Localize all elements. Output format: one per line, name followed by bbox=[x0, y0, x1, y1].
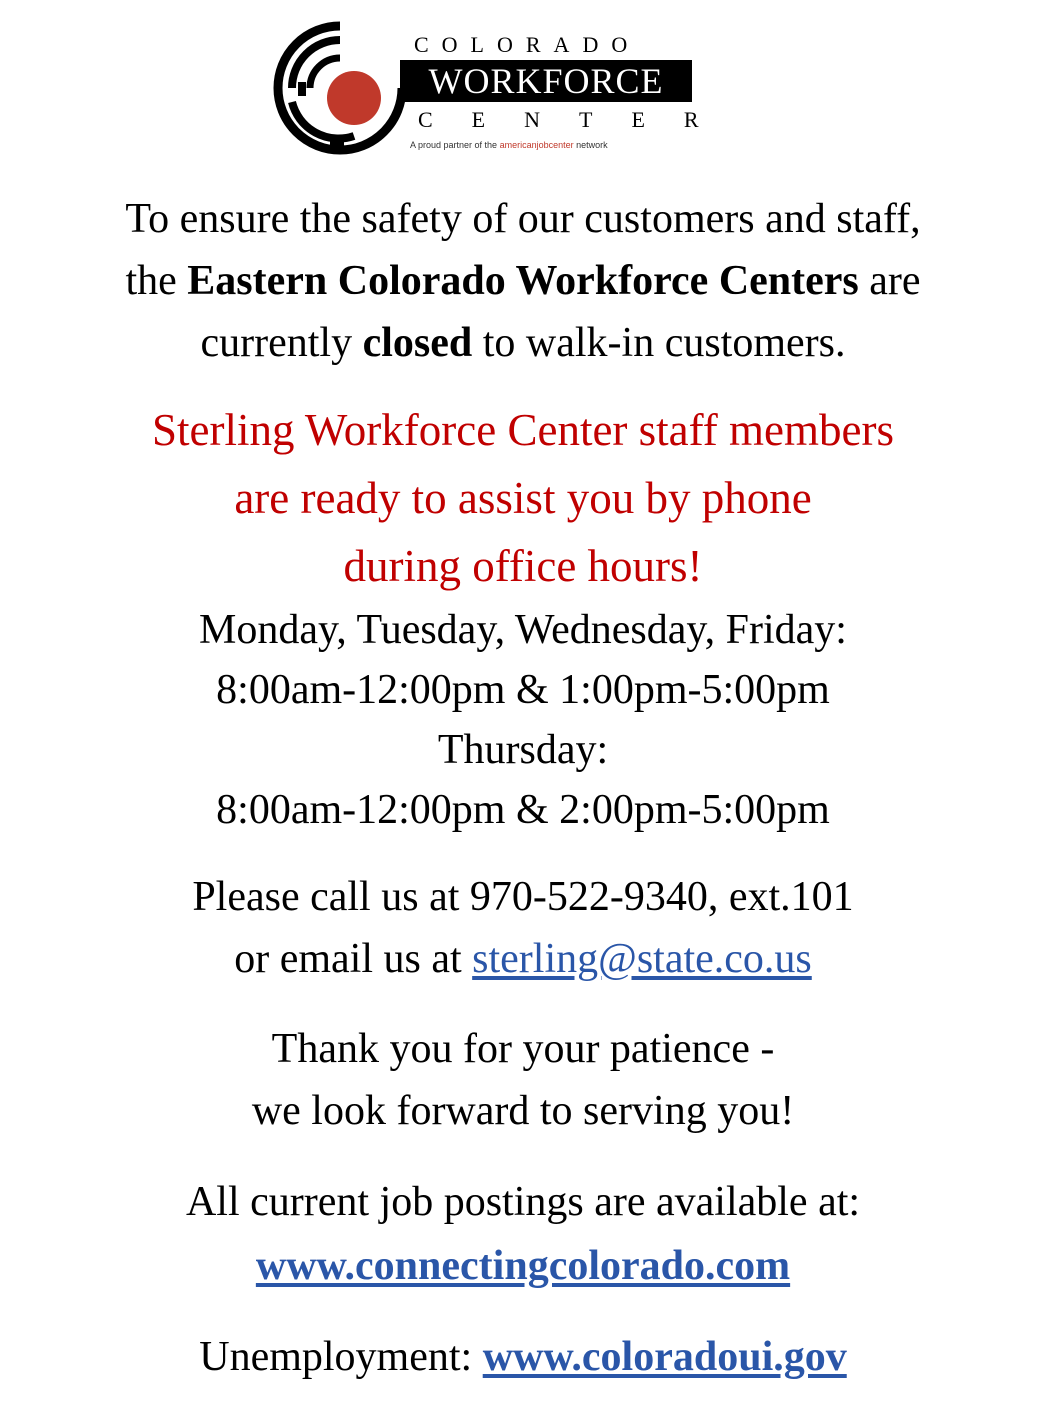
thank-you-message: Thank you for your patience - we look forward to serving you! bbox=[251, 1026, 795, 1134]
notice-line-2: the Eastern Colorado Workforce Centers are bbox=[125, 258, 921, 304]
closed-word: closed bbox=[362, 320, 473, 366]
logo-colorado-text: COLORADO bbox=[414, 32, 641, 57]
centers-name: Eastern Colorado Workforce Centers bbox=[187, 258, 859, 304]
notice-line-1: To ensure the safety of our customers and staff, bbox=[125, 196, 921, 242]
phone-assistance-announcement: Sterling Workforce Center staff members are ready to assist you by phone during office hours! bbox=[152, 405, 894, 591]
logo-tagline: A proud partner of the americanjobcenter network bbox=[410, 140, 608, 150]
phone-line: Please call us at 970-522-9340, ext.101 bbox=[192, 874, 854, 920]
hours-days-2: Thursday: bbox=[437, 727, 609, 773]
coloradoui-link[interactable]: www.coloradoui.gov bbox=[482, 1334, 847, 1380]
hours-days-1: Monday, Tuesday, Wednesday, Friday: bbox=[199, 607, 847, 653]
unemployment-label: Unemployment: bbox=[199, 1334, 473, 1380]
closure-notice bbox=[0, 188, 1046, 374]
colorado-workforce-center-logo bbox=[270, 18, 738, 168]
hours-times-2: 8:00am-12:00pm & 2:00pm-5:00pm bbox=[216, 787, 830, 833]
contact-info bbox=[0, 866, 1046, 990]
job-postings bbox=[0, 1170, 1046, 1298]
logo-workforce-text: WORKFORCE bbox=[400, 60, 692, 102]
logo-center-text: CENTER bbox=[418, 107, 738, 132]
job-postings-label: All current job postings are available at: bbox=[185, 1179, 861, 1225]
email-line: or email us at sterling@state.co.us bbox=[234, 936, 812, 982]
connecting-colorado-link[interactable]: www.connectingcolorado.com bbox=[255, 1243, 791, 1289]
logo-emblem-icon bbox=[270, 18, 410, 168]
unemployment-info bbox=[0, 1327, 1046, 1387]
email-link[interactable]: sterling@state.co.us bbox=[472, 936, 812, 982]
hours-times-1: 8:00am-12:00pm & 1:00pm-5:00pm bbox=[216, 667, 830, 713]
notice-line-3: currently closed to walk-in customers. bbox=[200, 320, 846, 366]
office-hours bbox=[0, 600, 1046, 840]
